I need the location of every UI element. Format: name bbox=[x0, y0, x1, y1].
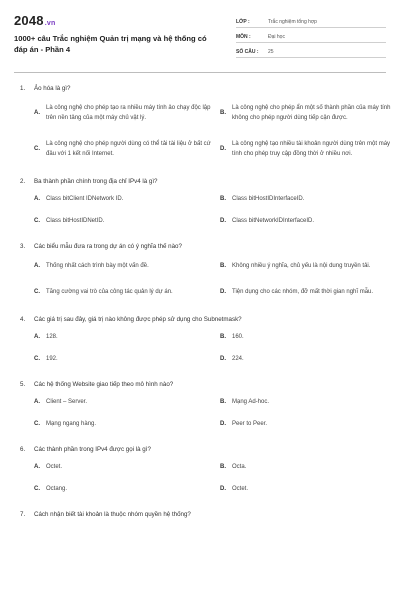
option-text: Là công nghệ cho phép người dùng có thể tải tài liệu ở bất cứ đâu với 1 kết nối Internet. bbox=[46, 141, 211, 157]
answer-option[interactable] bbox=[34, 131, 220, 167]
meta-table bbox=[236, 13, 386, 70]
answer-option[interactable] bbox=[220, 188, 400, 210]
question-number: 6. bbox=[20, 445, 26, 453]
answer-option[interactable] bbox=[220, 95, 400, 131]
answer-options bbox=[34, 326, 386, 370]
option-text: Là công nghệ cho phép ẩn một số thành phần của máy tính không cho phép người dùng tiếp cận được. bbox=[232, 105, 391, 121]
question-text bbox=[20, 239, 386, 253]
question-spacer bbox=[14, 435, 386, 442]
option-text: Class bitHostIDInterfaceID. bbox=[232, 196, 305, 202]
answer-option[interactable] bbox=[220, 131, 400, 167]
option-text: Octa. bbox=[232, 464, 247, 470]
answer-option[interactable] bbox=[220, 279, 400, 305]
option-letter: C. bbox=[34, 289, 40, 295]
answer-option[interactable] bbox=[34, 188, 220, 210]
option-letter: D. bbox=[220, 356, 226, 362]
answer-option[interactable] bbox=[220, 391, 400, 413]
answer-option[interactable] bbox=[34, 326, 220, 348]
question-text bbox=[20, 312, 386, 326]
option-letter: B. bbox=[220, 110, 226, 116]
option-letter: A. bbox=[34, 110, 40, 116]
option-text: Client – Server. bbox=[46, 399, 88, 405]
question-text bbox=[20, 442, 386, 456]
meta-row bbox=[236, 28, 386, 43]
answer-options bbox=[34, 253, 386, 305]
question-number: 4. bbox=[20, 315, 26, 323]
question-text bbox=[20, 174, 386, 188]
answer-option[interactable] bbox=[34, 253, 220, 279]
option-text: Là công nghệ tạo nhiều tài khoản người dùng trên một máy tính cho phép truy cập đồng thời ở nhiều nơi. bbox=[232, 141, 391, 157]
question-prompt: Ba thành phần chính trong địa chỉ IPv4 là gì? bbox=[34, 177, 158, 185]
option-letter: B. bbox=[220, 399, 226, 405]
question-text bbox=[20, 377, 386, 391]
option-letter: C. bbox=[34, 218, 40, 224]
meta-value: Trắc nghiệm tổng hợp bbox=[268, 19, 317, 25]
question-spacer bbox=[14, 500, 386, 507]
question-spacer bbox=[14, 305, 386, 312]
option-letter: C. bbox=[34, 356, 40, 362]
option-text: Octang. bbox=[46, 486, 68, 492]
option-text: Là công nghệ cho phép tạo ra nhiều máy tính ảo chạy độc lập trên nền tảng của một máy chủ vật lý. bbox=[46, 105, 211, 121]
question-list bbox=[14, 73, 391, 521]
meta-row bbox=[236, 43, 386, 58]
option-text: Class bitNetworkIDInterfaceID. bbox=[232, 218, 315, 224]
question-item bbox=[14, 377, 386, 442]
option-letter: B. bbox=[220, 334, 226, 340]
meta-row bbox=[236, 13, 386, 28]
option-text: Class bitHostIDNetID. bbox=[46, 218, 105, 224]
option-text: Tăng cường vai trò của công tác quản lý dự án. bbox=[46, 289, 173, 295]
meta-key: SỐ CÂU : bbox=[236, 49, 259, 55]
option-text: Octet. bbox=[46, 464, 63, 470]
option-text: 160. bbox=[232, 334, 244, 340]
question-prompt: Các biểu mẫu đưa ra trong dự án có ý nghĩa thế nào? bbox=[34, 242, 182, 250]
answer-option[interactable] bbox=[34, 95, 220, 131]
meta-key: MÔN : bbox=[236, 34, 251, 40]
option-text: Mạng ngang hàng. bbox=[46, 421, 97, 427]
option-text: Peer to Peer. bbox=[232, 421, 268, 427]
option-text: 192. bbox=[46, 356, 58, 362]
answer-option[interactable] bbox=[34, 391, 220, 413]
question-number: 2. bbox=[20, 177, 26, 185]
answer-options bbox=[34, 95, 391, 167]
answer-option[interactable] bbox=[34, 413, 220, 435]
option-letter: C. bbox=[34, 146, 40, 152]
meta-value: 25 bbox=[268, 49, 274, 55]
option-letter: A. bbox=[34, 334, 40, 340]
answer-option[interactable] bbox=[220, 413, 400, 435]
option-letter: D. bbox=[220, 146, 226, 152]
option-letter: B. bbox=[220, 464, 226, 470]
question-item bbox=[14, 239, 386, 312]
question-prompt: Ảo hóa là gì? bbox=[34, 84, 71, 92]
question-number: 1. bbox=[20, 84, 26, 92]
meta-key: LỚP : bbox=[236, 19, 250, 25]
answer-option[interactable] bbox=[34, 348, 220, 370]
answer-option[interactable] bbox=[34, 478, 220, 500]
question-prompt: Cách nhận biết tài khoản là thuộc nhóm quyền hệ thống? bbox=[34, 510, 191, 518]
option-letter: B. bbox=[220, 196, 226, 202]
site-logo[interactable]: 2048.vn bbox=[14, 13, 56, 28]
answer-option[interactable] bbox=[220, 326, 400, 348]
answer-option[interactable] bbox=[220, 253, 400, 279]
option-letter: C. bbox=[34, 486, 40, 492]
answer-option[interactable] bbox=[34, 210, 220, 232]
option-letter: A. bbox=[34, 399, 40, 405]
option-text: Mạng Ad-hoc. bbox=[232, 399, 270, 405]
option-letter: A. bbox=[34, 464, 40, 470]
brand-block bbox=[14, 13, 219, 70]
option-text: Không nhiều ý nghĩa, chủ yếu là nội dung truyền tải. bbox=[232, 263, 371, 269]
option-text: Octet. bbox=[232, 486, 249, 492]
question-item bbox=[14, 507, 386, 521]
option-letter: A. bbox=[34, 196, 40, 202]
answer-option[interactable] bbox=[220, 348, 400, 370]
question-item bbox=[14, 81, 391, 174]
option-letter: D. bbox=[220, 486, 226, 492]
option-text: 224. bbox=[232, 356, 244, 362]
question-spacer bbox=[14, 370, 386, 377]
option-letter: D. bbox=[220, 289, 226, 295]
option-letter: B. bbox=[220, 263, 226, 269]
option-text: Tiện dụng cho các nhóm, đỡ mất thời gian nghĩ mẫu. bbox=[232, 289, 374, 295]
question-spacer bbox=[14, 167, 386, 174]
answer-option[interactable] bbox=[34, 279, 220, 305]
question-spacer bbox=[14, 232, 386, 239]
document-title: 1000+ câu Trắc nghiệm Quản trị mạng và hệ thống có đáp án - Phần 4 bbox=[14, 34, 207, 54]
answer-options bbox=[34, 188, 386, 232]
option-text: Class bitClient IDNetwork ID. bbox=[46, 196, 124, 202]
question-item bbox=[14, 442, 386, 507]
question-text bbox=[20, 81, 386, 95]
option-letter: A. bbox=[34, 263, 40, 269]
question-text bbox=[20, 507, 386, 521]
option-letter: D. bbox=[220, 421, 226, 427]
question-prompt: Các hệ thống Website giao tiếp theo mô hình nào? bbox=[34, 380, 174, 388]
answer-options bbox=[34, 391, 386, 435]
meta-value: Đại học bbox=[268, 34, 285, 40]
answer-options bbox=[34, 456, 386, 500]
option-text: Thống nhất cách trình bày một vấn đề. bbox=[46, 263, 149, 269]
option-letter: C. bbox=[34, 421, 40, 427]
answer-option[interactable] bbox=[34, 456, 220, 478]
answer-option[interactable] bbox=[220, 210, 400, 232]
question-number: 5. bbox=[20, 380, 26, 388]
answer-option[interactable] bbox=[220, 478, 400, 500]
question-number: 3. bbox=[20, 242, 26, 250]
question-number: 7. bbox=[20, 510, 26, 518]
option-letter: D. bbox=[220, 218, 226, 224]
option-text: 128. bbox=[46, 334, 58, 340]
question-item bbox=[14, 312, 386, 377]
question-item bbox=[14, 174, 386, 239]
question-prompt: Các giá trị sau đây, giá trị nào không được phép sử dụng cho Subnetmask? bbox=[34, 315, 242, 323]
answer-option[interactable] bbox=[220, 456, 400, 478]
question-prompt: Các thành phần trong IPv4 được gọi là gì? bbox=[34, 445, 151, 453]
document-header bbox=[14, 0, 386, 70]
